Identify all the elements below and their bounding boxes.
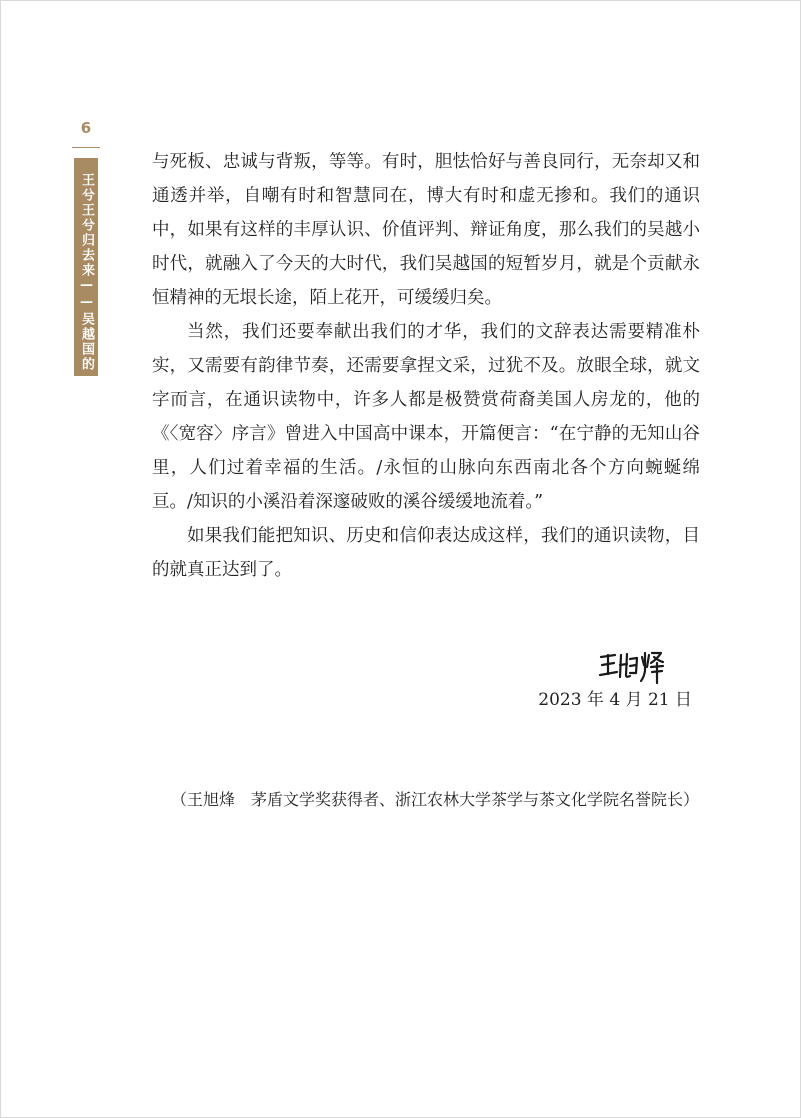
side-tab-title-text: 王兮王兮归去来——吴越国的君主们 [55,172,94,372]
paragraph-continued: 与死板、忠诚与背叛，等等。有时，胆怯恰好与善良同行，无奈却又和通透并举，自嘲有时和智慧同在，博大有时和虚无掺和。我们的通识中，如果有这样的丰厚认识、价值评判、辩证角度，那么我们的吴越小时代，就融入了今天的大时代，我们吴越国的短暂岁月，就是个贡献永恒精神的无垠长途，陌上花开，可缓缓归矣。 [152,152,700,308]
handwritten-signature [597,645,667,685]
body-text [152,145,700,587]
date-line: 2023 年 4 月 21 日 [538,690,692,710]
paragraph: 当然，我们还要奉献出我们的才华，我们的文辞表达需要精准朴实，又需要有韵律节奏，还需要拿捏文采，过犹不及。放眼全球，就文字而言，在通识读物中，许多人都是极赞赏荷裔美国人房龙的，他的《〈宽容〉序言》曾进入中国高中课本，开篇便言：“在宁静的无知山谷里，人们过着幸福的生活。/永恒的山脉向东西南北各个方向蜿蜒绵亘。/知识的小溪沿着深邃破败的溪谷缓缓地流着。” [152,322,700,512]
side-tab-book-title [55,158,98,376]
paragraph: 如果我们能把知识、历史和信仰表达成这样，我们的通识读物，目的就真正达到了。 [152,526,700,580]
author-credit: （王旭烽 茅盾文学奖获得者、浙江农林大学茶学与茶文化学院名誉院长） [171,790,700,809]
page-number-rule [72,147,100,148]
page-number: 6 [80,119,92,137]
